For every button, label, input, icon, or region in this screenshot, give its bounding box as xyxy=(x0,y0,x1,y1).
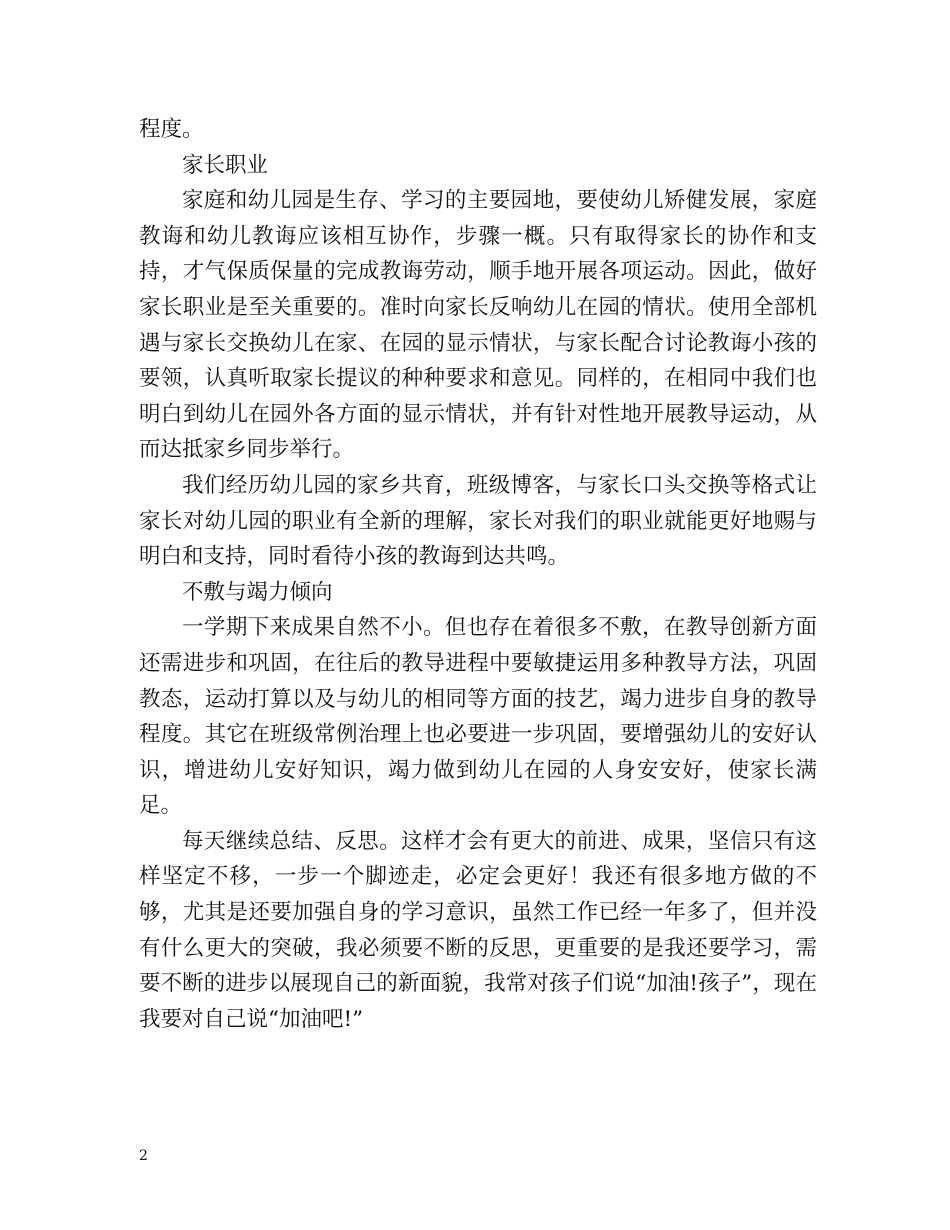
section-heading-parent-work: 家长职业 xyxy=(182,152,269,178)
section-heading-shortcomings: 不敷与竭力倾向 xyxy=(182,579,333,605)
page-number: 2 xyxy=(139,1148,148,1164)
paragraph-continuation: 程度。 xyxy=(139,117,204,142)
body-text xyxy=(139,112,817,1037)
paragraph: 每天继续总结、反思。这样才会有更大的前进、成果，坚信只有这样坚定不移，一步一个脚迹走，必定会更好！我还有很多地方做的不够，尤其是还要加强自身的学习意识，虽然工作已经一年多了，但并没有什么更大的突破，我必须要不断的反思，更重要的是我还要学习，需要不断的进步以展现自己的新面貌，我常对孩子们说“加油!孩子”，现在我要对自己说“加油吧!” xyxy=(139,828,817,1032)
paragraph: 我们经历幼儿园的家乡共育，班级博客，与家长口头交换等格式让家长对幼儿园的职业有全新的理解，家长对我们的职业就能更好地赐与明白和支持，同时看待小孩的教诲到达共鸣。 xyxy=(139,472,817,570)
paragraph: 一学期下来成果自然不小。但也存在着很多不敷，在教导创新方面还需进步和巩固，在往后的教导进程中要敏捷运用多种教导方法，巩固教态，运动打算以及与幼儿的相同等方面的技艺，竭力进步自身的教导程度。其它在班级常例治理上也必要进一步巩固，要增强幼儿的安好认识，增进幼儿安好知识，竭力做到幼儿在园的人身安安好，使家长满足。 xyxy=(139,615,817,819)
paragraph: 家庭和幼儿园是生存、学习的主要园地，要使幼儿矫健发展，家庭教诲和幼儿教诲应该相互协作，步骤一概。只有取得家长的协作和支持，才气保质保量的完成教诲劳动，顺手地开展各项运动。因此，做好家长职业是至关重要的。准时向家长反响幼儿在园的情状。使用全部机遇与家长交换幼儿在家、在园的显示情状，与家长配合讨论教诲小孩的要领，认真听取家长提议的种种要求和意见。同样的，在相同中我们也明白到幼儿在园外各方面的显示情状，并有针对性地开展教导运动，从而达抵家乡同步举行。 xyxy=(139,188,817,463)
